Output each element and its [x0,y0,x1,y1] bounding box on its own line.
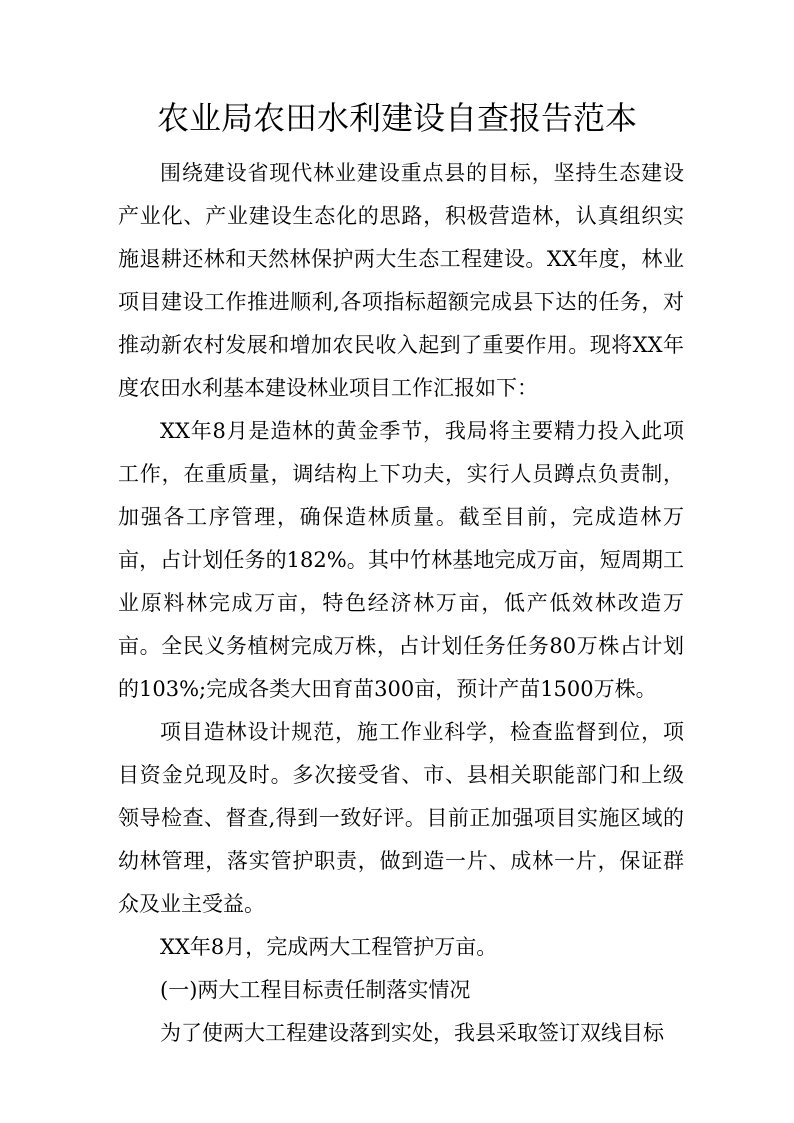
paragraph: 项目造林设计规范，施工作业科学，检查监督到位，项目资金兑现及时。多次接受省、市、县相关职能部门和上级领导检查、督查,得到一致好评。目前正加强项目实施区域的幼林管理，落实管护职责，做到造一片、成林一片，保证群众及业主受益。 [118,720,684,916]
document-title: 农业局农田水利建设自查报告范本 [156,99,637,137]
paragraph: XX年8月是造林的黄金季节，我局将主要精力投入此项工作，在重质量，调结构上下功夫，实行人员蹲点负责制，加强各工序管理，确保造林质量。截至目前，完成造林万亩，占计划任务的182%。其中竹林基地完成万亩，短周期工业原料林完成万亩，特色经济林万亩，低产低效林改造万亩。全民义务植树完成万株，占计划任务任务80万株占计划的103%;完成各类大田育苗300亩，预计产苗1500万株。 [118,419,684,701]
document-body [118,152,684,1055]
section-heading: (一)两大工程目标责任制落实情况 [160,978,471,1002]
paragraph: XX年8月，完成两大工程管护万亩。 [160,935,498,959]
paragraph: 围绕建设省现代林业建设重点县的目标，坚持生态建设产业化、产业建设生态化的思路，积极营造林，认真组织实施退耕还林和天然林保护两大生态工程建设。XX年度，林业项目建设工作推进顺利,各项指标超额完成县下达的任务，对推动新农村发展和增加农民收入起到了重要作用。现将XX年度农田水利基本建设林业项目工作汇报如下： [118,161,684,400]
paragraph: 为了使两大工程建设落到实处，我县采取签订双线目标 [160,1021,664,1045]
